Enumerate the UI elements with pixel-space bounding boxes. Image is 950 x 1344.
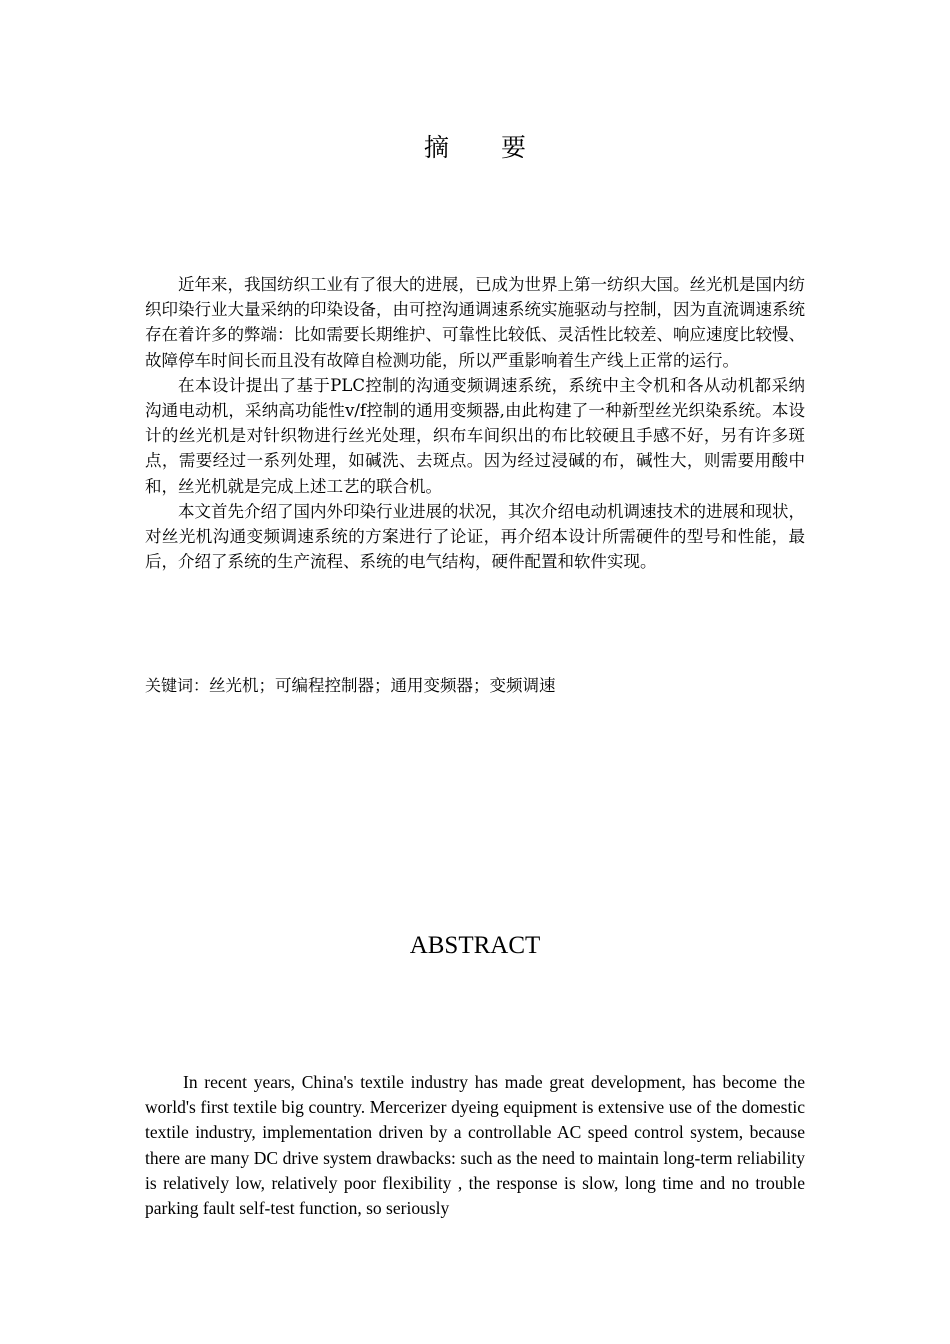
abstract-paragraph-1: 近年来，我国纺织工业有了很大的进展，已成为世界上第一纺织大国。丝光机是国内纺织印染行业大量采纳的印染设备，由可控沟通调速系统实施驱动与控制，因为直流调速系统存在着许多的弊端：比如需要长期维护、可靠性比较低、灵活性比较差、响应速度比较慢、故障停车时间长而且没有故障自检测功能，所以严重影响着生产线上正常的运行。 — [145, 275, 805, 370]
keywords-line — [145, 673, 805, 698]
abstract-english-paragraph-1: In recent years, China's textile industry has made great development, has become the world's first textile big country. Mercerizer dyeing equipment is extensive use of the domestic textile industry, implementation driven by a controllable AC speed control system, because there are many DC drive system drawbacks: such as the need to maintain long-term reliability is relatively low, relatively poor flexibility , the response is slow, long time and no trouble parking fault self-test function, so seriously — [145, 1072, 805, 1219]
abstract-paragraph-3: 本文首先介绍了国内外印染行业进展的状况，其次介绍电动机调速技术的进展和现状，对丝光机沟通变频调速系统的方案进行了论证，再介绍本设计所需硬件的型号和性能，最后，介绍了系统的生产流程、系统的电气结构，硬件配置和软件实现。 — [145, 501, 805, 572]
abstract-paragraph-2: 在本设计提出了基于PLC控制的沟通变频调速系统，系统中主令机和各从动机都采纳沟通电动机，采纳高功能性v/f控制的通用变频器,由此构建了一种新型丝光织染系统。本设计的丝光机是对针织物进行丝光处理，织布车间织出的布比较硬且手感不好，另有许多斑点，需要经过一系列处理，如碱洗、去斑点。因为经过浸碱的布，碱性大，则需要用酸中和，丝光机就是完成上述工艺的联合机。 — [145, 375, 805, 496]
abstract-body-chinese — [145, 272, 805, 574]
abstract-body-english — [145, 1070, 805, 1221]
keywords-label: 关键词： — [145, 676, 210, 695]
abstract-title-chinese: 摘 要 — [424, 133, 548, 162]
abstract-title-english: ABSTRACT — [409, 932, 541, 959]
keywords-text: 丝光机；可编程控制器；通用变频器；变频调速 — [209, 676, 556, 695]
